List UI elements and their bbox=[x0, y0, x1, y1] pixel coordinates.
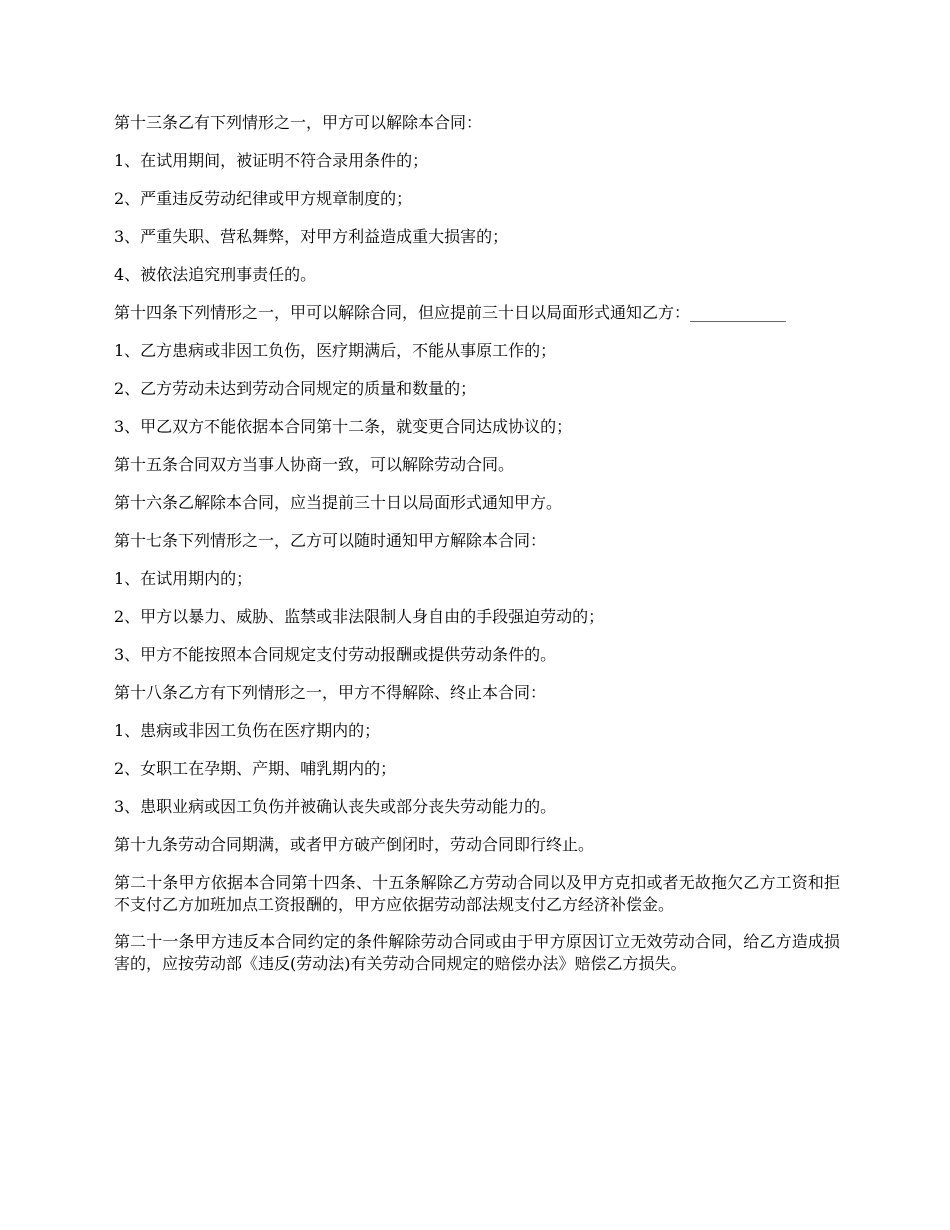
article-13-item-1: 1、在试用期间，被证明不符合录用条件的； bbox=[114, 151, 429, 170]
article-15: 第十五条合同双方当事人协商一致，可以解除劳动合同。 bbox=[114, 455, 515, 474]
article-17-item-3: 3、甲方不能按照本合同规定支付劳动报酬或提供劳动条件的。 bbox=[114, 645, 557, 664]
document-body bbox=[114, 112, 840, 990]
article-13: 第十三条乙有下列情形之一，甲方可以解除本合同： bbox=[114, 113, 483, 132]
article-17-item-2: 2、甲方以暴力、威胁、监禁或非法限制人身自由的手段强迫劳动的； bbox=[114, 607, 605, 626]
article-13-item-2: 2、严重违反劳动纪律或甲方规章制度的； bbox=[114, 189, 413, 208]
article-13-item-3: 3、严重失职、营私舞弊，对甲方利益造成重大损害的； bbox=[114, 227, 509, 246]
article-14: 第十四条下列情形之一，甲可以解除合同，但应提前三十日以局面形式通知乙方：____________ bbox=[114, 303, 787, 322]
article-19: 第十九条劳动合同期满，或者甲方破产倒闭时，劳动合同即行终止。 bbox=[114, 835, 595, 854]
article-20: 第二十条甲方依据本合同第十四条、十五条解除乙方劳动合同以及甲方克扣或者无故拖欠乙方工资和拒不支付乙方加班加点工资报酬的，甲方应依据劳动部法规支付乙方经济补偿金。 bbox=[114, 873, 840, 914]
article-17-item-1: 1、在试用期内的； bbox=[114, 569, 253, 588]
article-21: 第二十一条甲方违反本合同约定的条件解除劳动合同或由于甲方原因订立无效劳动合同，给乙方造成损害的，应按劳动部《违反(劳动法)有关劳动合同规定的赔偿办法》赔偿乙方损失。 bbox=[114, 932, 840, 973]
article-18-item-3: 3、患职业病或因工负伤并被确认丧失或部分丧失劳动能力的。 bbox=[114, 797, 557, 816]
article-14-item-1: 1、乙方患病或非因工负伤，医疗期满后，不能从事原工作的； bbox=[114, 341, 557, 360]
article-13-item-4: 4、被依法追究刑事责任的。 bbox=[114, 265, 317, 284]
article-18-item-1: 1、患病或非因工负伤在医疗期内的； bbox=[114, 721, 381, 740]
article-14-item-3: 3、甲乙双方不能依据本合同第十二条，就变更合同达成协议的； bbox=[114, 417, 573, 436]
article-14-item-2: 2、乙方劳动未达到劳动合同规定的质量和数量的； bbox=[114, 379, 477, 398]
article-18: 第十八条乙方有下列情形之一，甲方不得解除、终止本合同： bbox=[114, 683, 547, 702]
article-16: 第十六条乙解除本合同，应当提前三十日以局面形式通知甲方。 bbox=[114, 493, 563, 512]
article-18-item-2: 2、女职工在孕期、产期、哺乳期内的； bbox=[114, 759, 397, 778]
article-17: 第十七条下列情形之一，乙方可以随时通知甲方解除本合同： bbox=[114, 531, 547, 550]
